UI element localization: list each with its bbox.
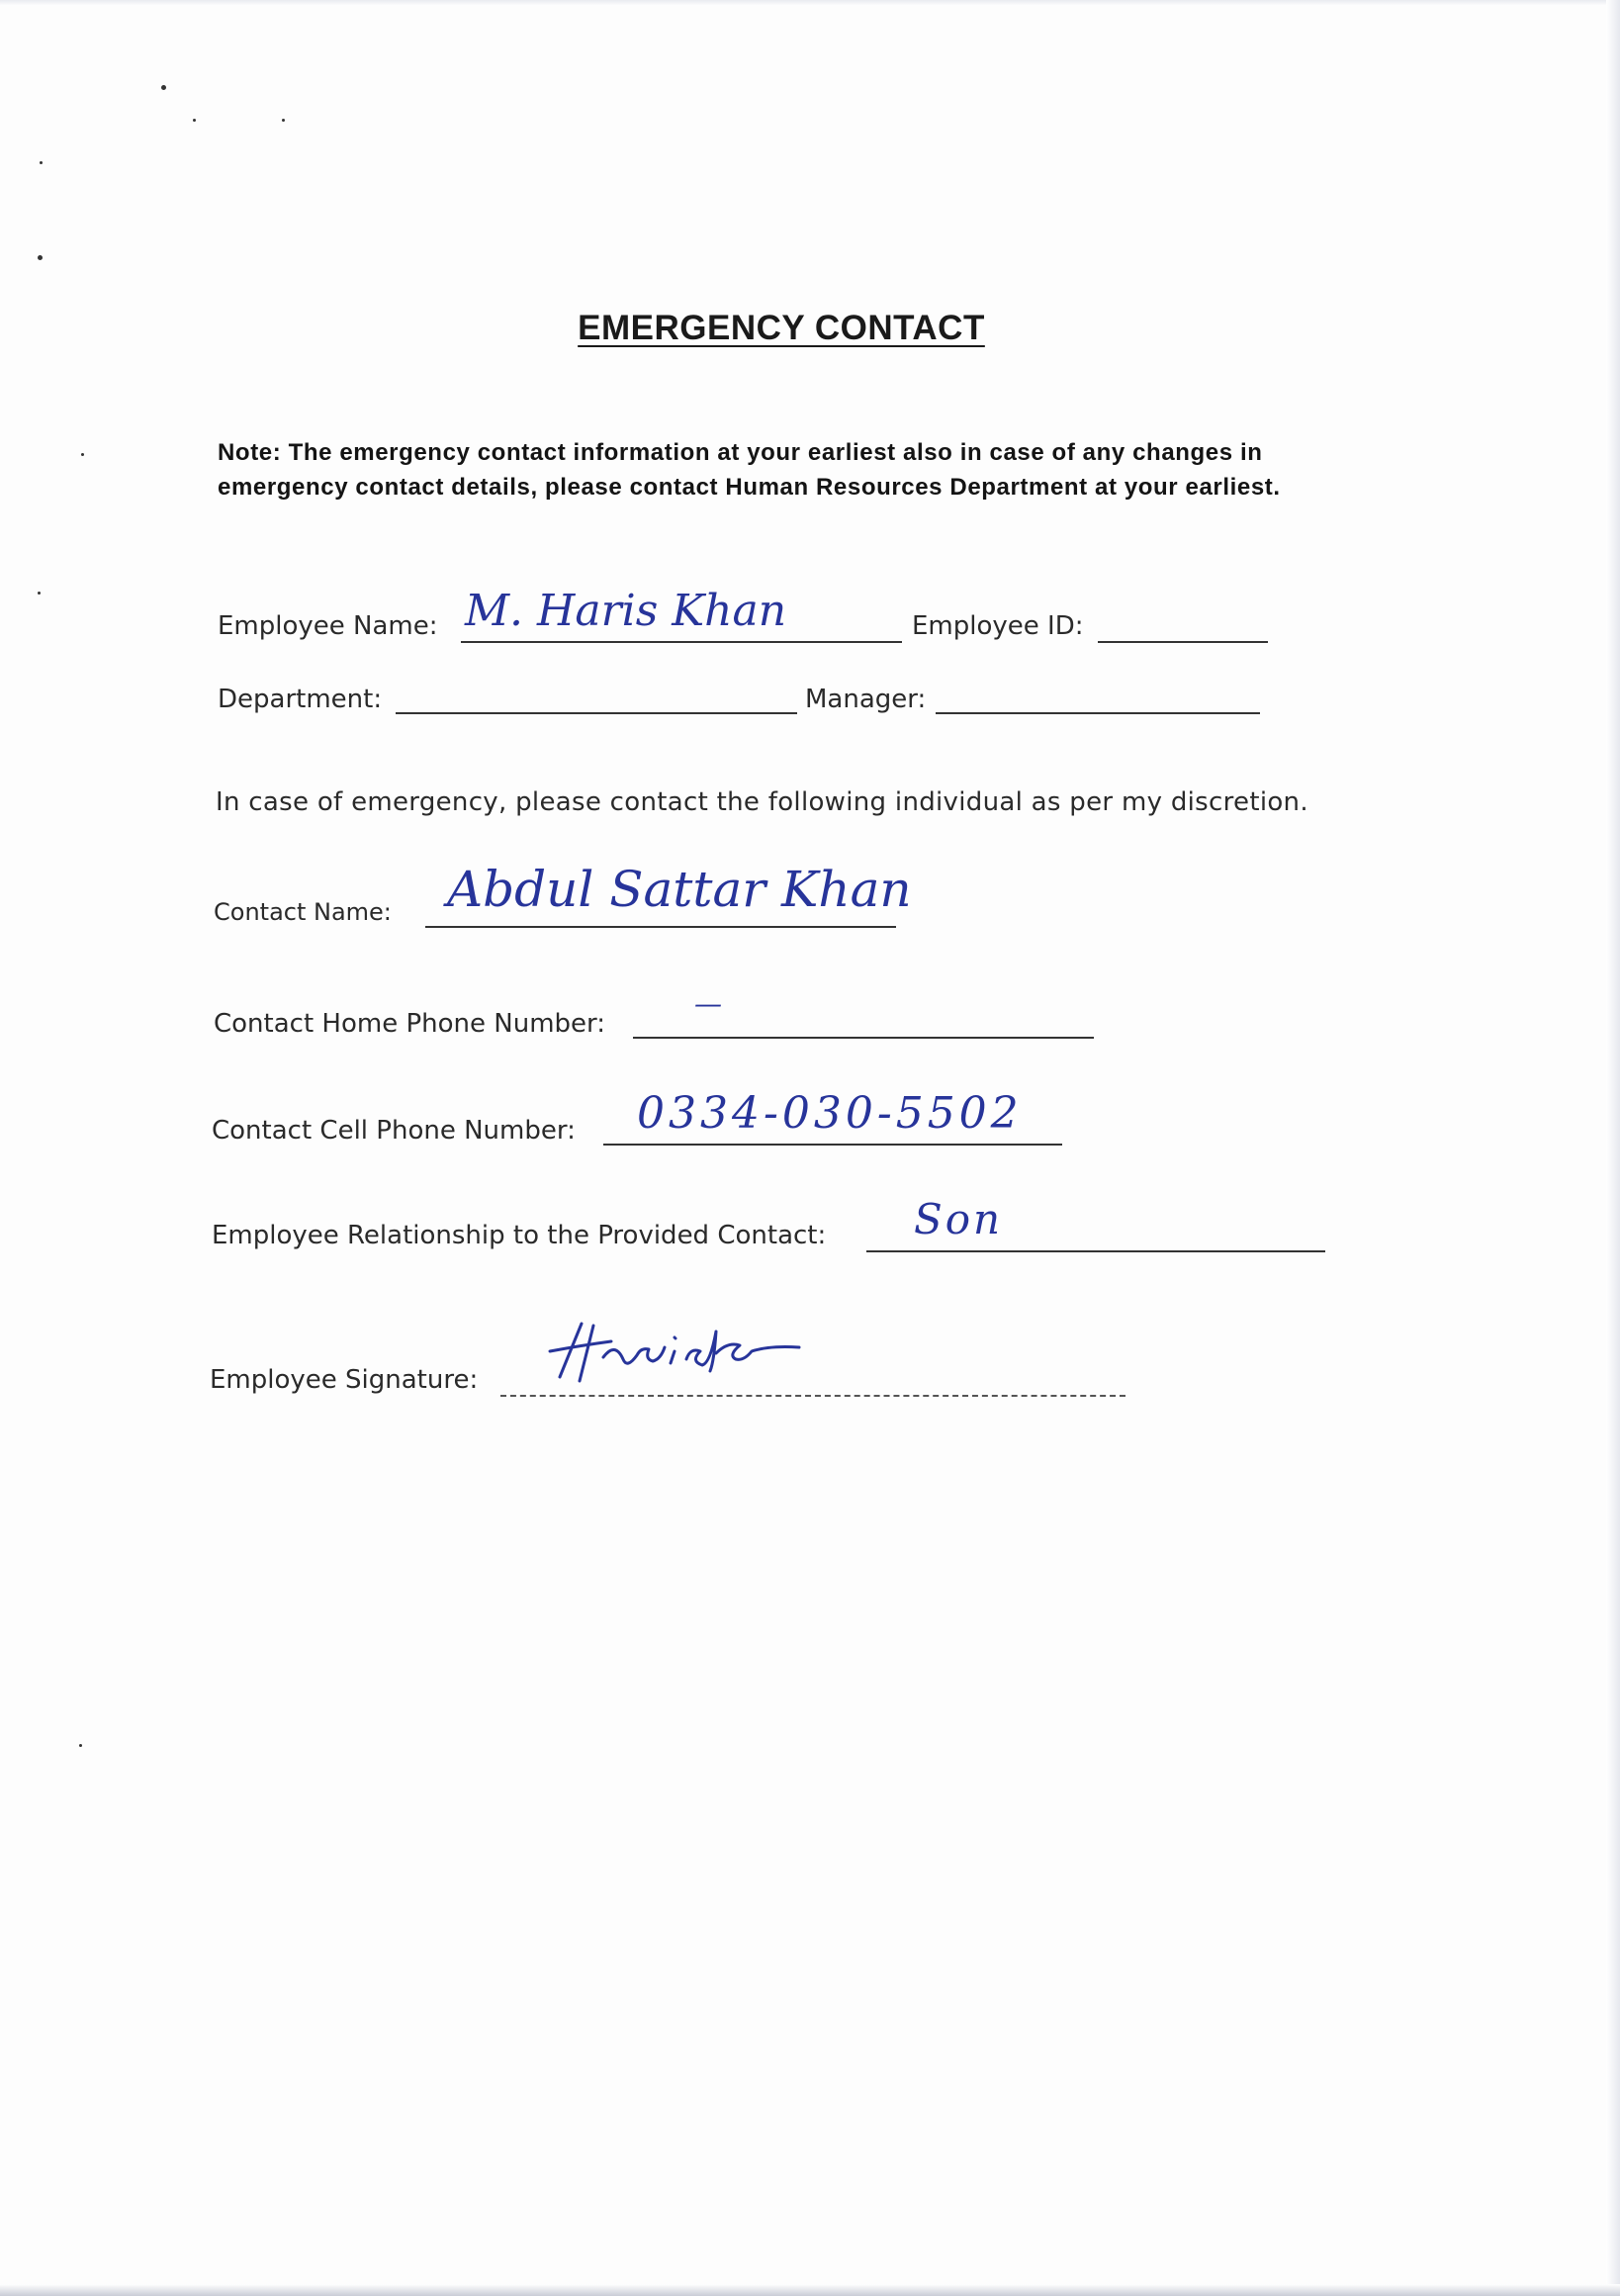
cell-phone-field[interactable]: 0334-030-5502 — [637, 1088, 1023, 1139]
scan-edge-top — [0, 0, 1620, 6]
home-phone-field[interactable]: — — [694, 987, 722, 1020]
scan-speck — [161, 85, 166, 90]
contact-name-line — [425, 926, 896, 928]
intro-text: In case of emergency, please contact the following individual as per my discretion. — [216, 787, 1308, 817]
employee-name-label: Employee Name: — [218, 611, 438, 641]
scan-speck — [38, 255, 43, 260]
cell-phone-line — [603, 1144, 1062, 1146]
scan-edge-bottom — [0, 2284, 1620, 2296]
home-phone-label: Contact Home Phone Number: — [214, 1009, 606, 1039]
employee-id-line[interactable] — [1098, 641, 1268, 643]
employee-name-field[interactable]: M. Haris Khan — [465, 586, 787, 636]
employee-id-label: Employee ID: — [912, 611, 1084, 641]
contact-name-label: Contact Name: — [214, 898, 392, 926]
scan-speck — [193, 119, 196, 122]
home-phone-line — [633, 1037, 1094, 1039]
relationship-field[interactable]: Son — [914, 1195, 1004, 1243]
scan-speck — [81, 453, 84, 456]
employee-name-line — [461, 641, 902, 643]
signature-field[interactable] — [542, 1312, 839, 1391]
scan-speck — [38, 592, 41, 595]
scan-speck — [282, 119, 285, 122]
scan-edge-right — [1606, 0, 1620, 2296]
manager-line[interactable] — [936, 712, 1260, 714]
department-line[interactable] — [396, 712, 797, 714]
form-title-text: EMERGENCY CONTACT — [578, 309, 985, 347]
form-note: Note: The emergency contact information at your earliest also in case of any changes in emergency contact details, please contact Human Resources Department at your earliest. — [218, 439, 1281, 501]
form-title — [0, 309, 1563, 348]
scan-speck — [40, 161, 43, 164]
signature-stroke — [550, 1324, 799, 1381]
contact-name-field[interactable]: Abdul Sattar Khan — [447, 861, 912, 918]
manager-label: Manager: — [805, 685, 927, 714]
scan-speck — [79, 1744, 82, 1747]
department-label: Department: — [218, 685, 383, 714]
relationship-line — [866, 1250, 1325, 1252]
signature-line — [500, 1395, 1125, 1397]
signature-label: Employee Signature: — [210, 1365, 479, 1395]
relationship-label: Employee Relationship to the Provided Contact: — [212, 1221, 827, 1250]
cell-phone-label: Contact Cell Phone Number: — [212, 1116, 576, 1146]
